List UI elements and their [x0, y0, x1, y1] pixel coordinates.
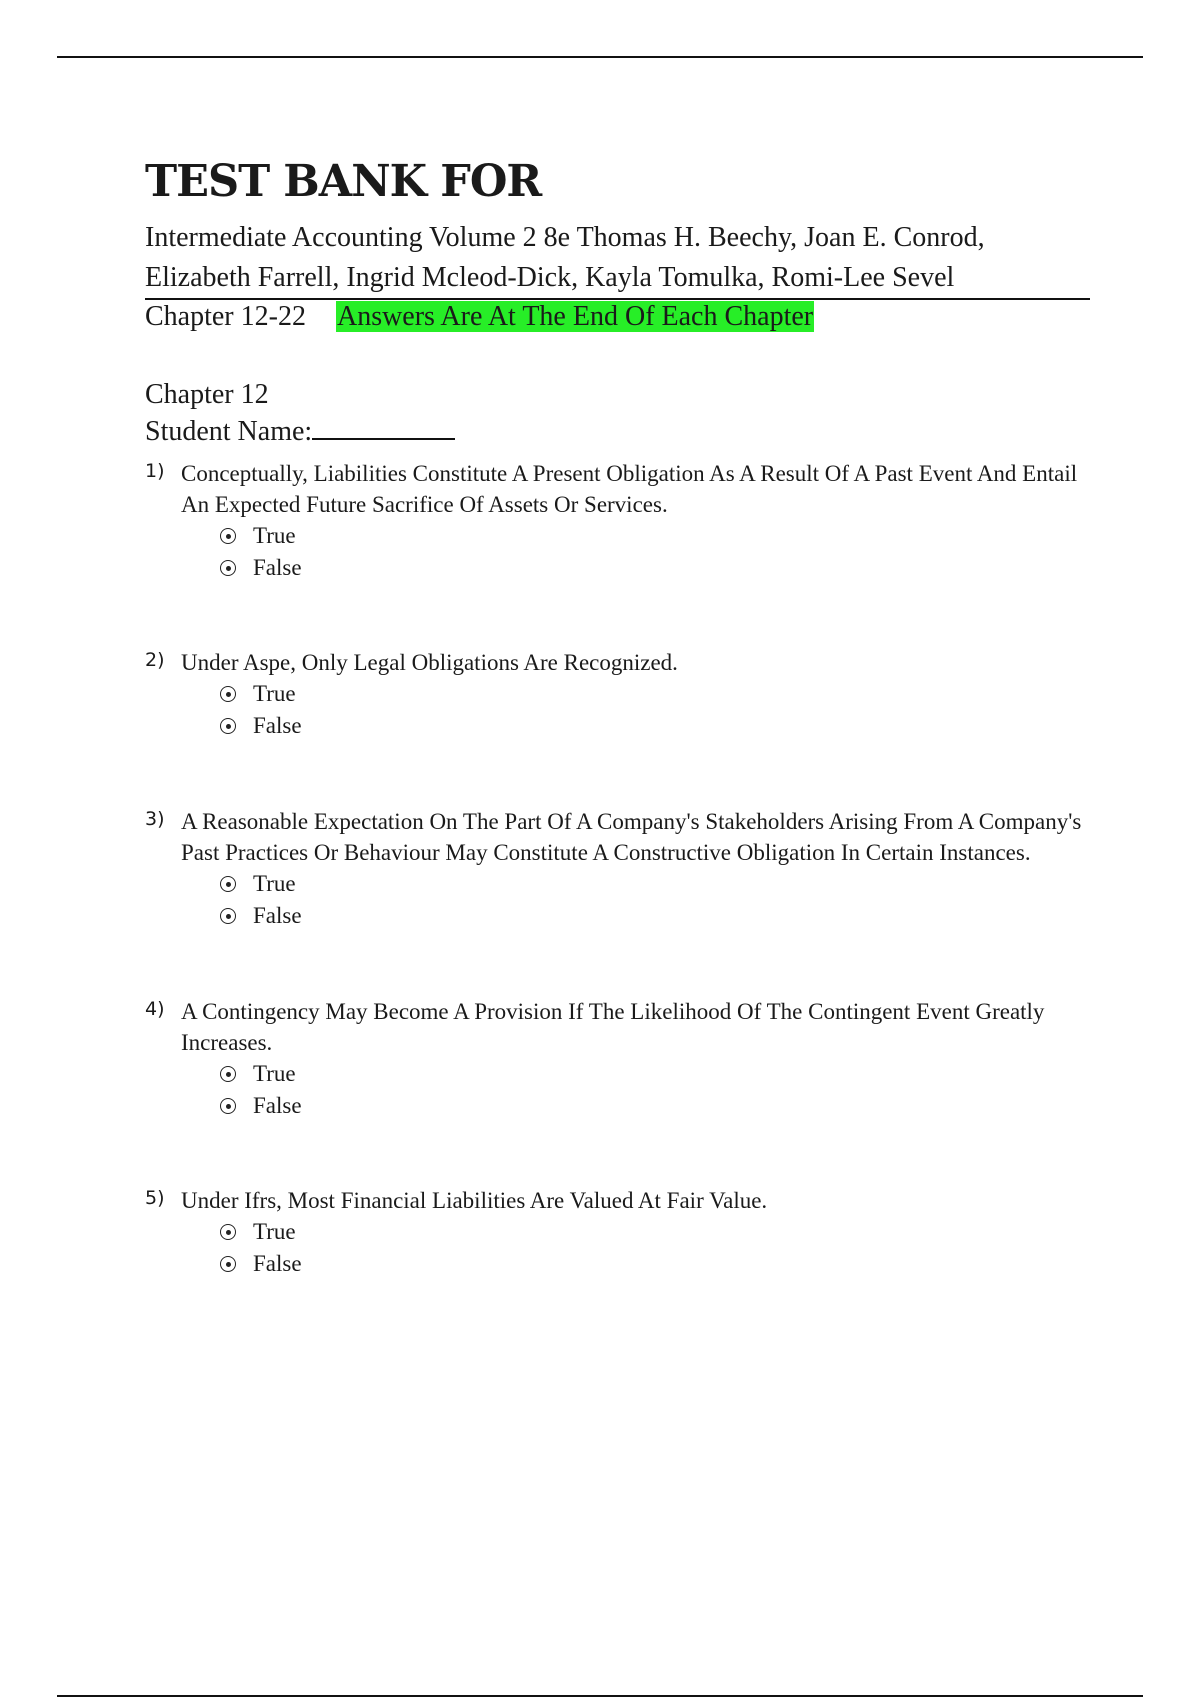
question-3: [145, 806, 1095, 932]
radio-icon[interactable]: [220, 1256, 236, 1272]
option-true[interactable]: [220, 520, 1095, 552]
option-label: False: [253, 555, 302, 580]
radio-icon[interactable]: [220, 876, 236, 892]
student-name-row: [145, 414, 1095, 450]
page-title: TEST BANK FOR: [145, 156, 542, 207]
radio-icon[interactable]: [220, 560, 236, 576]
option-false[interactable]: [220, 552, 1095, 584]
question-2: [145, 647, 1095, 742]
page-content: [145, 156, 1095, 1280]
option-true[interactable]: [220, 1216, 1095, 1248]
question-4: [145, 996, 1095, 1122]
bottom-rule: [57, 1695, 1143, 1697]
question-text: A Reasonable Expectation On The Part Of A Company's Stakeholders Arising From A Company's Past Practices Or Behaviour May Constitute A Constructive Obligation In Certain Instances.: [181, 809, 1082, 865]
option-label: True: [253, 871, 296, 896]
option-false[interactable]: [220, 1090, 1095, 1122]
option-label: True: [253, 523, 296, 548]
answer-options: [220, 1216, 1095, 1280]
radio-icon[interactable]: [220, 718, 236, 734]
option-label: False: [253, 903, 302, 928]
radio-icon[interactable]: [220, 1224, 236, 1240]
question-text: Conceptually, Liabilities Constitute A Present Obligation As A Result Of A Past Event And Entail An Expected Future Sacrifice Of Assets Or Services.: [181, 461, 1078, 517]
top-rule: [57, 56, 1143, 58]
radio-icon[interactable]: [220, 1098, 236, 1114]
option-true[interactable]: [220, 868, 1095, 900]
answers-note: Answers Are At The End Of Each Chapter: [336, 301, 814, 332]
chapter-range-line: [145, 300, 1095, 334]
chapter-range: Chapter 12-22: [145, 301, 306, 332]
radio-icon[interactable]: [220, 528, 236, 544]
radio-icon[interactable]: [220, 908, 236, 924]
question-text: Under Aspe, Only Legal Obligations Are Recognized.: [181, 650, 678, 675]
book-subtitle: Intermediate Accounting Volume 2 8e Thomas H. Beechy, Joan E. Conrod, Elizabeth Farrell, Ingrid Mcleod-Dick, Kayla Tomulka, Romi-Lee Sevel: [145, 218, 1090, 300]
question-5: [145, 1185, 1095, 1280]
option-true[interactable]: [220, 678, 1095, 710]
question-number: 5): [145, 1187, 165, 1209]
option-label: False: [253, 1093, 302, 1118]
radio-icon[interactable]: [220, 1066, 236, 1082]
answer-options: [220, 678, 1095, 742]
chapter-heading: Chapter 12: [145, 379, 269, 410]
option-true[interactable]: [220, 1058, 1095, 1090]
answer-options: [220, 1058, 1095, 1122]
answer-options: [220, 868, 1095, 932]
option-label: False: [253, 1251, 302, 1276]
question-1: [145, 458, 1095, 584]
option-label: True: [253, 681, 296, 706]
option-false[interactable]: [220, 900, 1095, 932]
question-number: 3): [145, 808, 165, 830]
student-name-blank[interactable]: [312, 434, 455, 440]
option-false[interactable]: [220, 710, 1095, 742]
question-text: Under Ifrs, Most Financial Liabilities Are Valued At Fair Value.: [181, 1188, 768, 1213]
option-label: True: [253, 1061, 296, 1086]
radio-icon[interactable]: [220, 686, 236, 702]
option-label: False: [253, 713, 302, 738]
question-number: 2): [145, 649, 165, 671]
option-label: True: [253, 1219, 296, 1244]
question-number: 4): [145, 998, 165, 1020]
answer-options: [220, 520, 1095, 584]
question-text: A Contingency May Become A Provision If The Likelihood Of The Contingent Event Greatly Increases.: [181, 999, 1045, 1055]
question-number: 1): [145, 460, 165, 482]
option-false[interactable]: [220, 1248, 1095, 1280]
student-name-label: Student Name:: [145, 416, 313, 447]
